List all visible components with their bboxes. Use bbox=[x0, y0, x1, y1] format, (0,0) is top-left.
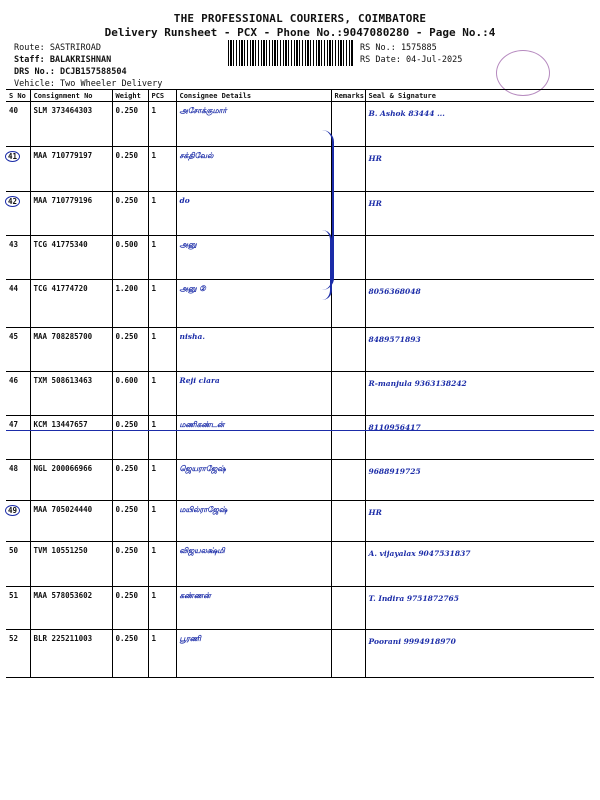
cell-pcs-text: 1 bbox=[151, 420, 157, 429]
cell-consignee-text: மணிகண்டன் bbox=[179, 420, 225, 429]
cell-pcs bbox=[148, 328, 176, 372]
cell-remarks bbox=[331, 328, 365, 372]
cell-weight-text: 0.250 bbox=[115, 196, 139, 205]
cell-sno-text: 49 bbox=[5, 505, 20, 516]
cell-weight bbox=[112, 147, 148, 192]
cell-consignment-no-text: MAA 710779197 bbox=[33, 151, 93, 160]
cell-sno-text: 45 bbox=[9, 332, 19, 341]
cell-pcs-text: 1 bbox=[151, 151, 157, 160]
cell-consignee-text: அசோக்குமார் bbox=[179, 106, 227, 115]
cell-consignment-no-text: MAA 710779196 bbox=[33, 196, 93, 205]
cell-remarks bbox=[331, 587, 365, 630]
cell-seal-signature-text: HR bbox=[368, 199, 382, 208]
cell-pcs-text: 1 bbox=[151, 196, 157, 205]
cell-pcs-text: 1 bbox=[151, 376, 157, 385]
cell-consignment-no bbox=[30, 587, 112, 630]
cell-sno bbox=[6, 192, 30, 236]
cell-consignee-text: ஜெயராஜேஷ் bbox=[179, 464, 226, 473]
cell-consignment-no-text: BLR 225211003 bbox=[33, 634, 93, 643]
cell-remarks bbox=[331, 102, 365, 147]
cell-pcs bbox=[148, 501, 176, 542]
cell-weight bbox=[112, 501, 148, 542]
cell-consignment-no bbox=[30, 280, 112, 328]
cell-pcs bbox=[148, 102, 176, 147]
meta-left bbox=[14, 42, 162, 90]
cell-seal-signature-text: B. Ashok 83444 ... bbox=[368, 109, 445, 118]
cell-pcs-text: 1 bbox=[151, 106, 157, 115]
cell-consignment-no-text: KCM 13447657 bbox=[33, 420, 88, 429]
cell-seal-signature bbox=[365, 416, 594, 460]
cell-weight-text: 0.250 bbox=[115, 464, 139, 473]
cell-weight bbox=[112, 192, 148, 236]
cell-consignee-text: அனு ② bbox=[179, 284, 206, 293]
table-row bbox=[6, 372, 594, 416]
cell-consignee bbox=[176, 372, 331, 416]
cell-weight bbox=[112, 416, 148, 460]
cell-weight bbox=[112, 328, 148, 372]
table-row bbox=[6, 501, 594, 542]
cell-pcs bbox=[148, 630, 176, 678]
rs-date-label: RS Date: 04-Jul-2025 bbox=[360, 55, 463, 65]
cell-consignment-no bbox=[30, 192, 112, 236]
cell-seal-signature-text: 8489571893 bbox=[368, 335, 421, 344]
table-row bbox=[6, 587, 594, 630]
cell-sno bbox=[6, 280, 30, 328]
cell-consignment-no-text: TVM 10551250 bbox=[33, 546, 88, 555]
cell-consignment-no-text: MAA 578053602 bbox=[33, 591, 93, 600]
cell-seal-signature bbox=[365, 147, 594, 192]
cell-seal-signature bbox=[365, 501, 594, 542]
cell-pcs bbox=[148, 147, 176, 192]
cell-weight-text: 0.500 bbox=[115, 240, 139, 249]
cell-consignee-text: அனு bbox=[179, 240, 197, 249]
table-row bbox=[6, 630, 594, 678]
cell-consignment-no-text: TXM 508613463 bbox=[33, 376, 93, 385]
cell-sno bbox=[6, 542, 30, 587]
cell-remarks bbox=[331, 280, 365, 328]
cell-consignment-no bbox=[30, 416, 112, 460]
cell-pcs-text: 1 bbox=[151, 240, 157, 249]
cell-weight-text: 0.250 bbox=[115, 106, 139, 115]
cell-sno bbox=[6, 147, 30, 192]
cell-consignee-text: do bbox=[179, 196, 190, 205]
runsheet-title: Delivery Runsheet - PCX - Phone No.:9047080280 - Page No.:4 bbox=[104, 26, 496, 39]
staff-label: Staff: BALAKRISHNAN bbox=[14, 55, 112, 65]
cell-pcs bbox=[148, 587, 176, 630]
cell-weight-text: 0.600 bbox=[115, 376, 139, 385]
cell-consignment-no-text: MAA 708285700 bbox=[33, 332, 93, 341]
table-row bbox=[6, 542, 594, 587]
drs-label: DRS No.: DCJB157588504 bbox=[14, 67, 127, 77]
cell-seal-signature bbox=[365, 280, 594, 328]
cell-weight bbox=[112, 542, 148, 587]
cell-consignment-no-text: MAA 705024440 bbox=[33, 505, 93, 514]
table-row bbox=[6, 147, 594, 192]
cell-consignment-no-text: NGL 200066966 bbox=[33, 464, 93, 473]
cell-seal-signature bbox=[365, 587, 594, 630]
cell-weight-text: 0.250 bbox=[115, 420, 139, 429]
cell-seal-signature-text: 8110956417 bbox=[368, 423, 421, 432]
cell-pcs bbox=[148, 192, 176, 236]
cell-pcs-text: 1 bbox=[151, 284, 157, 293]
cell-seal-signature bbox=[365, 542, 594, 587]
cell-weight-text: 0.250 bbox=[115, 591, 139, 600]
cell-weight-text: 0.250 bbox=[115, 332, 139, 341]
cell-sno bbox=[6, 460, 30, 501]
cell-seal-signature bbox=[365, 102, 594, 147]
cell-consignment-no-text: SLM 373464303 bbox=[33, 106, 93, 115]
cell-consignment-no bbox=[30, 102, 112, 147]
cell-sno bbox=[6, 236, 30, 280]
cell-weight-text: 1.200 bbox=[115, 284, 139, 293]
cell-seal-signature bbox=[365, 236, 594, 280]
cell-pcs bbox=[148, 542, 176, 587]
cell-sno bbox=[6, 328, 30, 372]
col-remarks: Remarks bbox=[331, 90, 365, 102]
cell-pcs bbox=[148, 416, 176, 460]
table-row bbox=[6, 416, 594, 460]
cell-weight-text: 0.250 bbox=[115, 505, 139, 514]
cell-weight bbox=[112, 102, 148, 147]
table-header-row bbox=[6, 90, 594, 102]
cell-seal-signature-text: T. Indira 9751872765 bbox=[368, 594, 459, 603]
cell-remarks bbox=[331, 630, 365, 678]
cell-sno-text: 44 bbox=[9, 284, 19, 293]
cell-sno bbox=[6, 501, 30, 542]
cell-seal-signature bbox=[365, 630, 594, 678]
barcode bbox=[228, 40, 354, 66]
cell-consignee bbox=[176, 147, 331, 192]
cell-pcs-text: 1 bbox=[151, 464, 157, 473]
cell-consignee bbox=[176, 630, 331, 678]
cell-seal-signature-text: 8056368048 bbox=[368, 287, 421, 296]
cell-sno bbox=[6, 416, 30, 460]
cell-consignment-no-text: TCG 41775340 bbox=[33, 240, 88, 249]
cell-seal-signature bbox=[365, 372, 594, 416]
cell-remarks bbox=[331, 416, 365, 460]
cell-remarks bbox=[331, 542, 365, 587]
cell-seal-signature bbox=[365, 192, 594, 236]
cell-consignee-text: nisha. bbox=[179, 332, 205, 341]
route-label: Route: SASTRIROAD bbox=[14, 43, 101, 53]
cell-sno-text: 46 bbox=[9, 376, 19, 385]
cell-weight bbox=[112, 280, 148, 328]
cell-remarks bbox=[331, 372, 365, 416]
cell-weight bbox=[112, 587, 148, 630]
cell-seal-signature-text: HR bbox=[368, 508, 382, 517]
col-seal-signature: Seal & Signature bbox=[365, 90, 594, 102]
cell-consignee-text: மயில்ராஜேஷ் bbox=[179, 505, 228, 514]
cell-consignee-text: சக்திவேல் bbox=[179, 151, 214, 160]
cell-consignee-text: விஜயலக்ஷ்மி bbox=[179, 546, 225, 555]
cell-pcs bbox=[148, 280, 176, 328]
table-row bbox=[6, 460, 594, 501]
col-consignment-no: Consignment No bbox=[30, 90, 112, 102]
rs-no-label: RS No.: 1575885 bbox=[360, 43, 437, 53]
cell-sno bbox=[6, 372, 30, 416]
cell-consignee-text: Reji clara bbox=[179, 376, 220, 385]
cell-consignment-no bbox=[30, 542, 112, 587]
cell-consignee bbox=[176, 102, 331, 147]
cell-consignee bbox=[176, 587, 331, 630]
cell-sno bbox=[6, 102, 30, 147]
cell-pcs bbox=[148, 372, 176, 416]
cell-remarks bbox=[331, 236, 365, 280]
col-consignee: Consignee Details bbox=[176, 90, 331, 102]
vehicle-label: Vehicle: Two Wheeler Delivery bbox=[14, 79, 163, 89]
cell-weight-text: 0.250 bbox=[115, 151, 139, 160]
cell-pcs-text: 1 bbox=[151, 634, 157, 643]
cell-weight-text: 0.250 bbox=[115, 546, 139, 555]
cell-pcs-text: 1 bbox=[151, 591, 157, 600]
cell-pcs-text: 1 bbox=[151, 505, 157, 514]
cell-weight bbox=[112, 372, 148, 416]
cell-sno-text: 50 bbox=[9, 546, 19, 555]
cell-pcs-text: 1 bbox=[151, 546, 157, 555]
cell-seal-signature bbox=[365, 328, 594, 372]
company-title: THE PROFESSIONAL COURIERS, COIMBATORE bbox=[173, 12, 427, 25]
table-row bbox=[6, 192, 594, 236]
cell-consignee bbox=[176, 542, 331, 587]
meta-right bbox=[360, 42, 462, 66]
cell-consignee bbox=[176, 280, 331, 328]
table-row bbox=[6, 236, 594, 280]
table-body bbox=[6, 102, 594, 678]
cell-remarks bbox=[331, 501, 365, 542]
cell-weight-text: 0.250 bbox=[115, 634, 139, 643]
cell-remarks bbox=[331, 460, 365, 501]
ink-underline bbox=[6, 430, 594, 431]
cell-consignment-no bbox=[30, 236, 112, 280]
runsheet-table bbox=[6, 89, 594, 678]
cell-weight bbox=[112, 630, 148, 678]
col-pcs: PCS bbox=[148, 90, 176, 102]
cell-sno-text: 51 bbox=[9, 591, 19, 600]
cell-seal-signature-text: Poorani 9994918970 bbox=[368, 637, 456, 646]
cell-consignment-no-text: TCG 41774720 bbox=[33, 284, 88, 293]
cell-consignee-text: பூரணி bbox=[179, 634, 201, 643]
cell-consignee-text: கண்ணன் bbox=[179, 591, 211, 600]
cell-weight bbox=[112, 460, 148, 501]
cell-consignee bbox=[176, 501, 331, 542]
cell-pcs bbox=[148, 236, 176, 280]
table-row bbox=[6, 102, 594, 147]
table-row bbox=[6, 328, 594, 372]
cell-consignee bbox=[176, 236, 331, 280]
cell-sno-text: 48 bbox=[9, 464, 19, 473]
cell-consignee bbox=[176, 416, 331, 460]
cell-consignee bbox=[176, 328, 331, 372]
cell-consignee bbox=[176, 192, 331, 236]
cell-seal-signature-text: 9688919725 bbox=[368, 467, 421, 476]
cell-sno bbox=[6, 630, 30, 678]
cell-consignment-no bbox=[30, 328, 112, 372]
cell-consignee bbox=[176, 460, 331, 501]
cell-sno-text: 42 bbox=[5, 196, 20, 207]
cell-pcs-text: 1 bbox=[151, 332, 157, 341]
cell-sno-text: 52 bbox=[9, 634, 19, 643]
cell-consignment-no bbox=[30, 460, 112, 501]
cell-sno-text: 41 bbox=[5, 151, 20, 162]
cell-consignment-no bbox=[30, 372, 112, 416]
cell-sno-text: 43 bbox=[9, 240, 19, 249]
cell-seal-signature-text: R-manjula 9363138242 bbox=[368, 379, 467, 388]
ink-bracket-small bbox=[316, 230, 332, 300]
cell-consignment-no bbox=[30, 501, 112, 542]
cell-weight bbox=[112, 236, 148, 280]
col-weight: Weight bbox=[112, 90, 148, 102]
table-row bbox=[6, 280, 594, 328]
cell-remarks bbox=[331, 192, 365, 236]
cell-sno bbox=[6, 587, 30, 630]
cell-seal-signature-text: A. vijayalax 9047531837 bbox=[368, 549, 471, 558]
cell-seal-signature bbox=[365, 460, 594, 501]
cell-consignment-no bbox=[30, 147, 112, 192]
cell-remarks bbox=[331, 147, 365, 192]
cell-pcs bbox=[148, 460, 176, 501]
col-sno: S No bbox=[6, 90, 30, 102]
cell-sno-text: 40 bbox=[9, 106, 19, 115]
cell-consignment-no bbox=[30, 630, 112, 678]
cell-seal-signature-text: HR bbox=[368, 154, 382, 163]
cell-sno-text: 47 bbox=[9, 420, 19, 429]
